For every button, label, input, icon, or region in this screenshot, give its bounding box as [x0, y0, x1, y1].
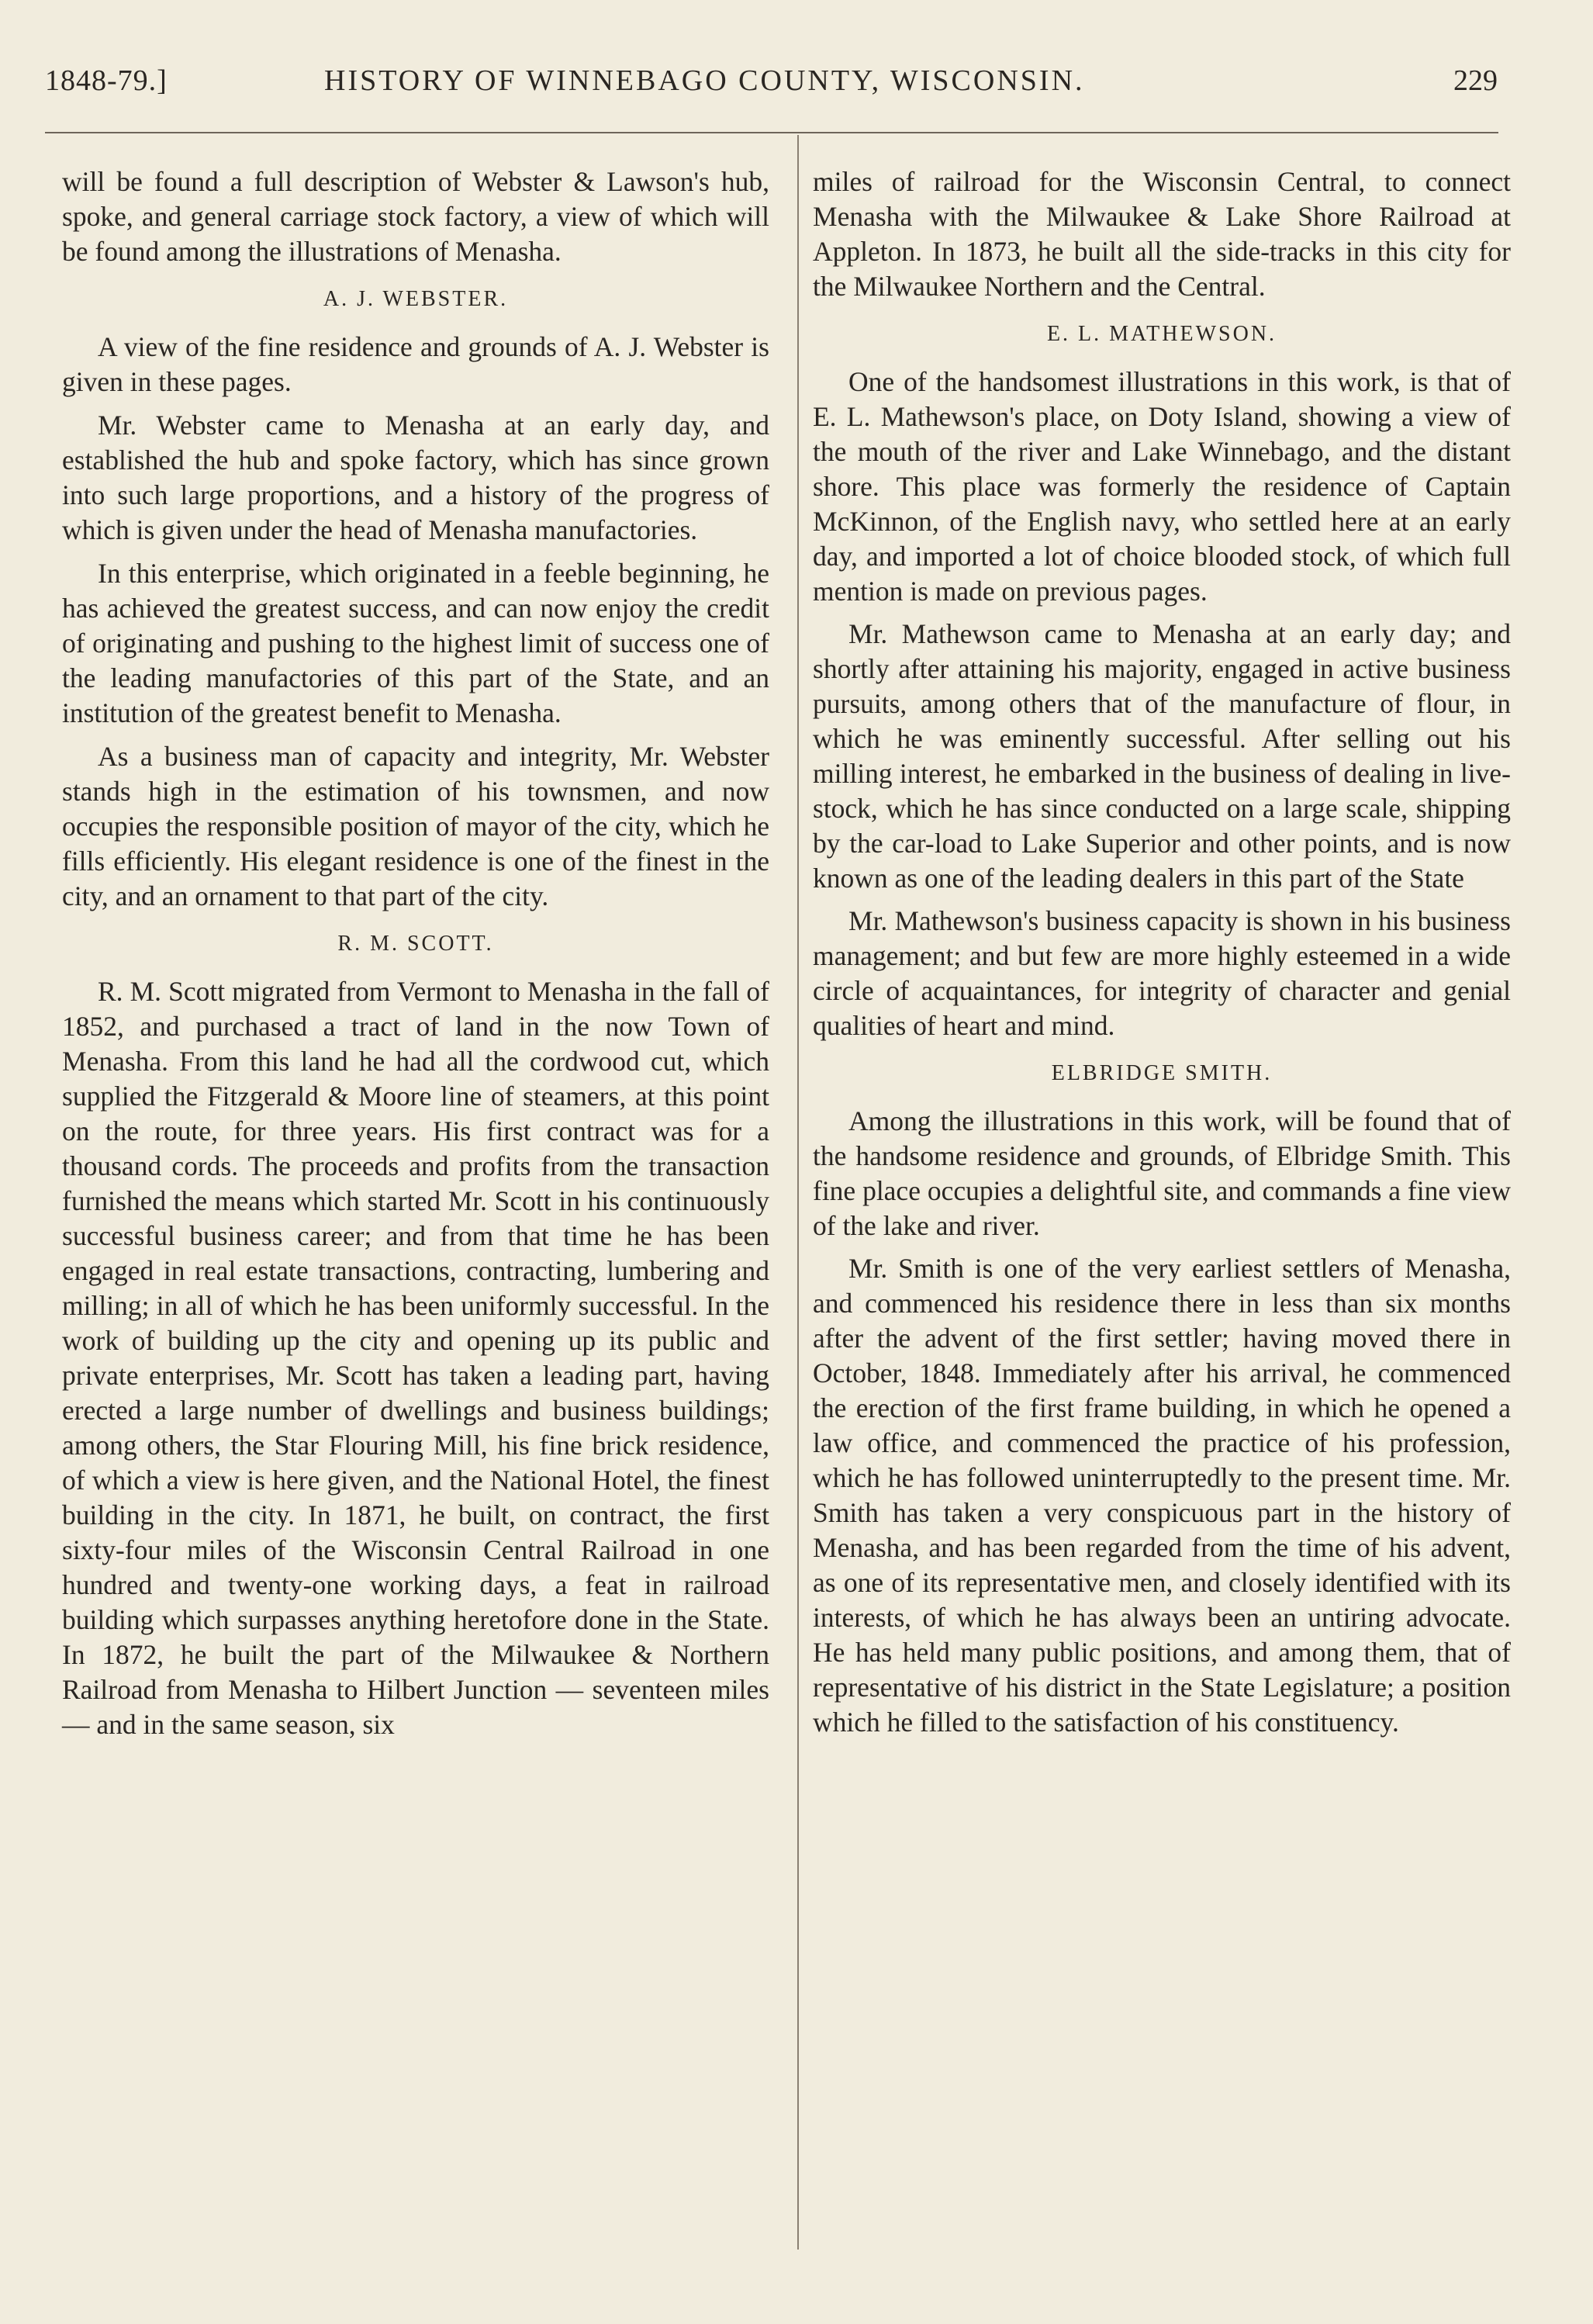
paragraph: R. M. Scott migrated from Vermont to Menasha in the fall of 1852, and purchased a tract of land in the now Town of Menasha. From this land he had all the cordwood cut, which supplied the Fitzgerald & Moore line of steamers, at this point on the route, for three years. His first contract was for a thousand cords. The proceeds and profits from the transaction furnished the means which started Mr. Scott in his continuously successful business career; and from that time he has been engaged in real estate transactions, contracting, lumbering and milling; in all of which he has been uniformly successful. In the work of building up the city and opening up its public and private enterprises, Mr. Scott has taken a leading part, having erected a large number of dwellings and business buildings; among others, the Star Flouring Mill, his fine brick residence, of which a view is here given, and the National Hotel, the finest building in the city. In 1871, he built, on contract, the first sixty-four miles of the Wisconsin Central Railroad in one hundred and twenty-one working days, a feat in railroad building which surpasses anything heretofore done in the State. In 1872, he built the part of the Milwaukee & Northern Railroad from Menasha to Hilbert Junction — seventeen miles — and in the same season, six [62, 976, 769, 1740]
section-heading-mathewson: E. L. MATHEWSON. [1046, 322, 1277, 346]
paragraph: Mr. Mathewson's business capacity is shown in his business management; and but few are more highly esteemed in a wide circle of acquaintances, for integrity of character and genial qualities of heart and mind. [813, 905, 1511, 1041]
paragraph: As a business man of capacity and integrity, Mr. Webster stands high in the estimation of his townsmen, and now occupies the responsible position of mayor of the city, which he fills efficiently. His elegant residence is one of the finest in the city, and an ornament to that part of the city. [62, 741, 769, 911]
paragraph: In this enterprise, which originated in a feeble beginning, he has achieved the greatest success, and can now enjoy the credit of originating and pushing to the highest limit of success one of the leading manufactories of this part of the State, and an institution of the greatest benefit to Menasha. [62, 558, 769, 728]
paragraph: Mr. Smith is one of the very earliest settlers of Menasha, and commenced his residence there in less than six months after the advent of the first settler; having moved there in October, 1848. Immediately after his arrival, he commenced the erection of the first frame building, in which he opened a law office, and commenced the practice of his profession, which he has followed uninterruptedly to the present time. Mr. Smith has taken a very conspicuous part in the history of Menasha, and has been regarded from the time of his advent, as one of its representative men, and closely identified with its interests, of which he has always been an untiring advocate. He has held many public positions, and among them, that of representative of his district in the State Legislature; a position which he filled to the satisfaction of his constituency. [813, 1253, 1511, 1738]
paragraph: Mr. Mathewson came to Menasha at an early day; and shortly after attaining his majority, engaged in active business pursuits, among others that of the manufacture of flour, in which he was eminently successful. After selling out his milling interest, he embarked in the business of dealing in live-stock, which he has since conducted on a large scale, shipping by the car-load to Lake Superior and other points, and is now known as one of the leading dealers in this part of the State [813, 618, 1511, 894]
paragraph: Mr. Webster came to Menasha at an early day, and established the hub and spoke factory, which has since grown into such large proportions, and a history of the progress of which is given under the head of Menasha manufactories. [62, 410, 769, 545]
paragraph: One of the handsomest illustrations in this work, is that of E. L. Mathewson's place, on Doty Island, showing a view of the mouth of the river and Lake Winnebago, and the distant shore. This place was formerly the residence of Captain McKinnon, of the English navy, who settled here at an early day, and imported a lot of choice blooded stock, of which full mention is made on previous pages. [813, 366, 1511, 607]
header-rule [45, 132, 1498, 133]
paragraph: will be found a full description of Webster & Lawson's hub, spoke, and general carriage stock factory, a view of which will be found among the illustrations of Menasha. [62, 166, 769, 267]
header-years: 1848-79.] [45, 64, 168, 97]
running-header [0, 64, 1593, 110]
left-column [62, 164, 769, 1751]
header-title: HISTORY OF WINNEBAGO COUNTY, WISCONSIN. [324, 64, 1085, 97]
section-heading-webster: A. J. WEBSTER. [323, 287, 509, 311]
section-heading-scott: R. M. SCOTT. [337, 932, 494, 956]
paragraph: miles of railroad for the Wisconsin Central, to connect Menasha with the Milwaukee & Lake Shore Railroad at Appleton. In 1873, he built all the side-tracks in this city for the Milwaukee Northern and the Central. [813, 166, 1511, 302]
section-heading-smith: ELBRIDGE SMITH. [1051, 1061, 1273, 1085]
paragraph: Among the illustrations in this work, will be found that of the handsome residence and grounds, of Elbridge Smith. This fine place occupies a delightful site, and commands a fine view of the lake and river. [813, 1105, 1511, 1241]
column-divider [797, 135, 799, 2250]
right-column [813, 164, 1511, 1748]
page-number: 229 [1453, 64, 1498, 97]
paragraph: A view of the fine residence and grounds of A. J. Webster is given in these pages. [62, 331, 769, 397]
